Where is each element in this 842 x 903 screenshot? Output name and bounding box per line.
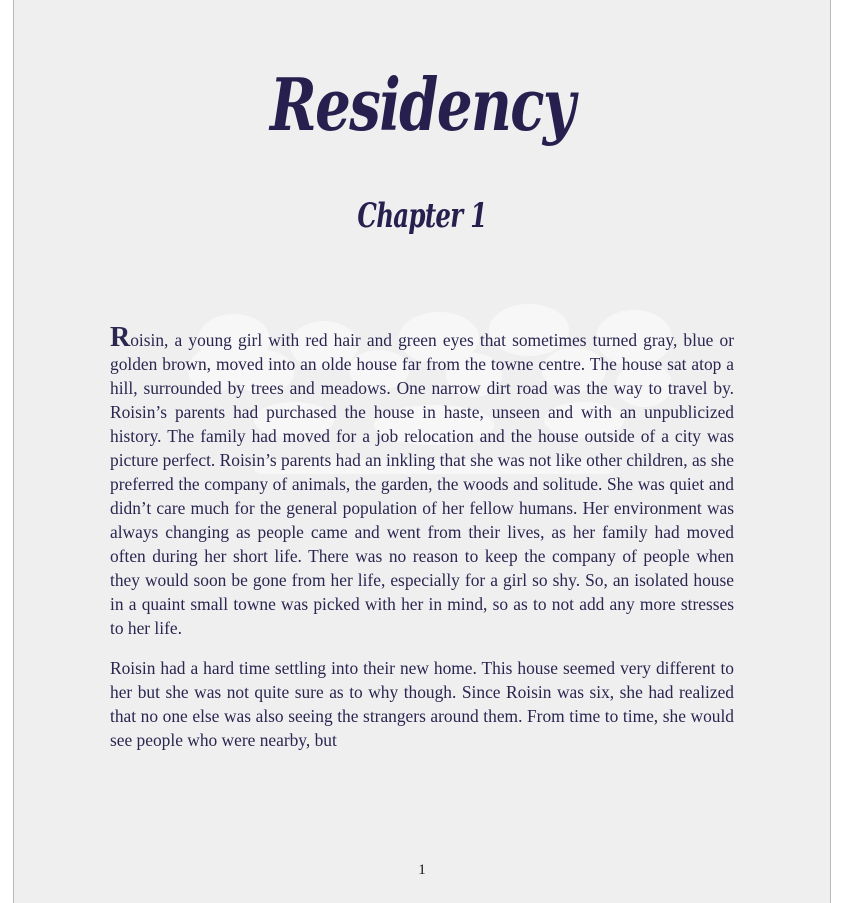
- page-number: 1: [418, 862, 426, 878]
- paragraph-2: Roisin had a hard time settling into their new home. This house seemed very different to her but she was not quite sure as to why though. Since Roisin was six, she had realized that no one else was also seeing the strangers around them. From time to time, she would see people who were nearby, but: [110, 658, 734, 750]
- chapter-heading: Chapter 1: [357, 196, 487, 236]
- document-page: [13, 0, 831, 903]
- paragraph-1-text: oisin, a young girl with red hair and green eyes that sometimes turned gray, blue or golden brown, moved into an olde house far from the towne centre. The house sat atop a hill, surrounded by trees and meadows. One narrow dirt road was the way to travel by. Roisin’s parents had purchased the house in haste, unseen and with an unpublicized history. The family had moved for a job relocation and the house outside of a city was picture perfect. Roisin’s parents had an inkling that she was not like other children, as she preferred the company of animals, the garden, the woods and solitude. She was quiet and didn’t care much for the general population of her fellow humans. Her environment was always changing as people came and went from their lives, as her family had moved often during her short life. There was no reason to keep the company of people when they would soon be gone from her life, especially for a girl so shy. So, an isolated house in a quaint small towne was picked with her in mind, so as to not add any more stresses to her life.: [110, 330, 734, 638]
- body-text: [110, 322, 734, 768]
- drop-cap: R: [110, 322, 131, 353]
- paragraph-1: [110, 322, 734, 640]
- book-title: Residency: [270, 62, 574, 147]
